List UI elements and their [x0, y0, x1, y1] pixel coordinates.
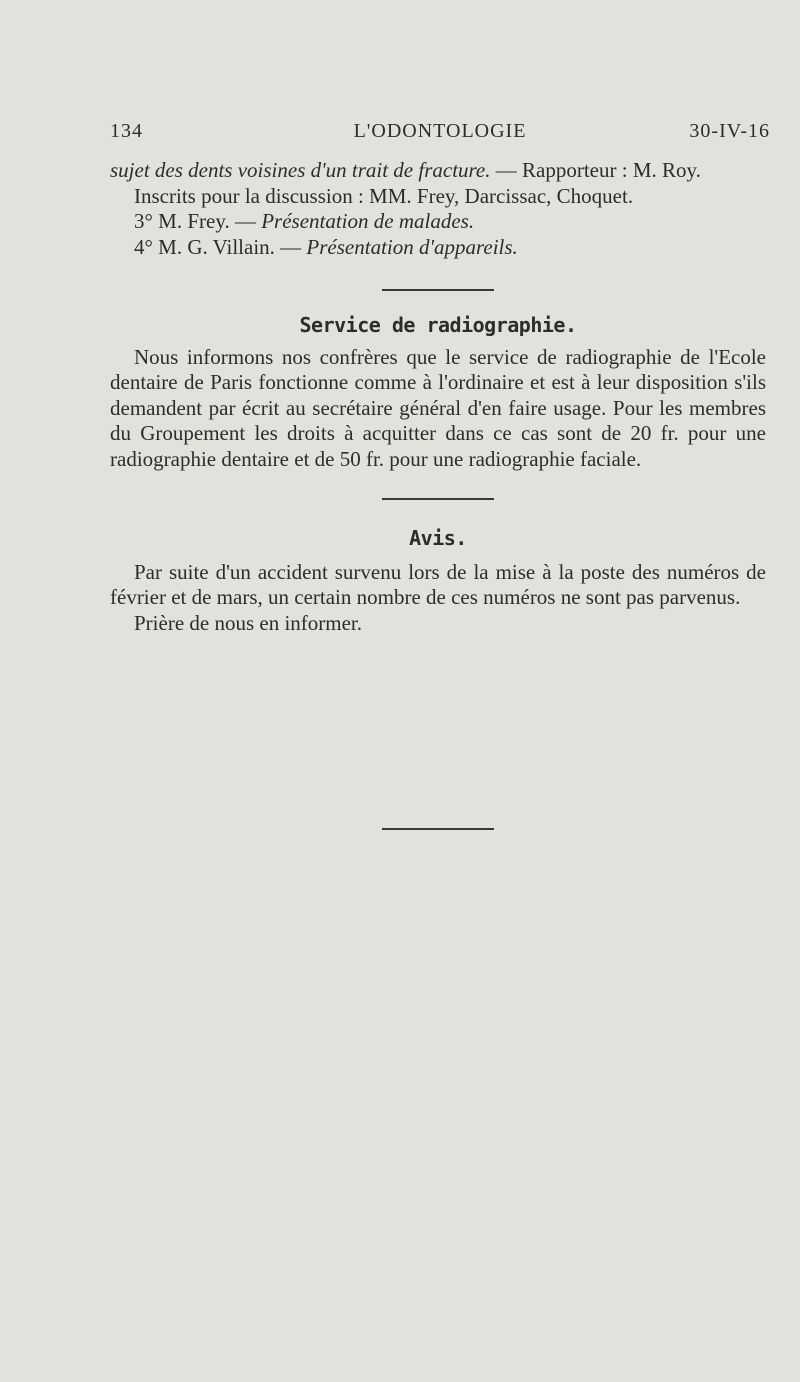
end-divider: [382, 828, 494, 830]
section-divider: [382, 498, 494, 500]
page-number: 134: [110, 120, 143, 142]
page-header: [110, 120, 770, 150]
radiographie-paragraph: Nous informons nos confrères que le service de radiographie de l'Ecole dentaire de Paris fonctionne comme à l'ordinaire et est à leur disposition s'ils demandent par écrit au secrétaire général d'en faire usage. Pour les membres du Groupement les droits à acquitter dans ce cas sont de 20 fr. pour une radiographie dentaire et de 50 fr. pour une radiographie faciale.: [110, 344, 766, 471]
agenda-item-4: [110, 235, 766, 261]
running-title: L'ODONTOLOGIE: [353, 120, 527, 142]
agenda-item-4-subject: Présentation d'appareils.: [306, 234, 518, 259]
radiographie-section-title: Service de radiographie.: [299, 313, 577, 337]
avis-paragraph: Par suite d'un accident survenu lors de la mise à la poste des numéros de février et de mars, un certain nombre de ces numéros ne sont pas parvenus.: [110, 559, 766, 609]
agenda-item-4-speaker: 4° M. G. Villain. —: [134, 234, 307, 259]
section-divider: [382, 289, 494, 291]
agenda-item-continued: [110, 158, 766, 184]
avis-section-title: Avis.: [409, 526, 467, 550]
agenda-item-continued-italic: sujet des dents voisines d'un trait de fracture.: [110, 158, 491, 182]
agenda-item-3-speaker: 3° M. Frey. —: [134, 209, 262, 233]
page-body: [110, 158, 766, 830]
agenda-item-3: [110, 209, 766, 235]
agenda-item-3-subject: Présentation de malades.: [261, 209, 475, 233]
avis-request: Prière de nous en informer.: [134, 610, 363, 635]
discussion-registrants: Inscrits pour la discussion : MM. Frey, Darcissac, Choquet.: [134, 183, 634, 208]
issue-date: 30-IV-16: [689, 120, 770, 142]
agenda-item-continued-rest: — Rapporteur : M. Roy.: [490, 158, 701, 182]
